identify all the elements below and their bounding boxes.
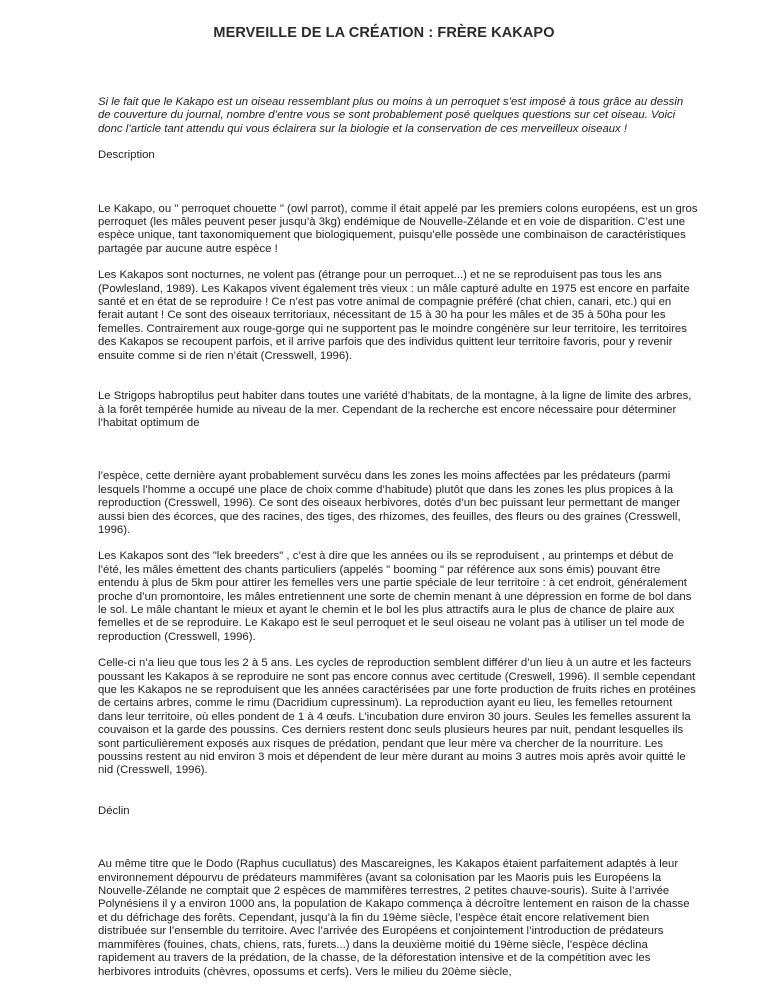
paragraph: Le Kakapo, ou " perroquet chouette " (owl parrot), comme il était appelé par les premiers colons européens, est un gros perroquet (les mâles peuvent peser jusqu’à 3kg) endémique de Nouvelle-Zélande et en voie de disparition. C’est une espèce unique, tant taxonomiquement que biologiquement, puisqu’elle possède une combinaison de caractéristiques partagée par aucune autre espèce ! <box>98 202 698 255</box>
paragraph: Les Kakapos sont nocturnes, ne volent pas (étrange pour un perroquet...) et ne se reproduisent pas tous les ans (Powlesland, 1989). Les Kakapos vivent également très vieux : un mâle capturé adulte en 1975 est encore en parfaite santé et en état de se reproduire ! Ce n’est pas votre animal de compagnie préféré (chat chien, canari, etc.) qui en ferait autant ! Ce sont des oiseaux territoriaux, nécessitant de 15 à 30 ha pour les mâles et de 35 à 50ha pour les femelles. Contrairement aux rouge-gorge qui ne supportent pas le moindre congénère sur leur territoire, les territoires des Kakapos se recoupent parfois, et il arrive parfois que des individus quittent leur territoire favoris, pour y revenir ensuite comme si de rien n’était (Cresswell, 1996). <box>98 269 690 362</box>
section-heading-decline: Déclin <box>98 804 130 817</box>
paragraph: Celle-ci n’a lieu que tous les 2 à 5 ans. Les cycles de reproduction semblent différer d’un lieu à un autre et les facteurs poussant les Kakapos à se reproduire ne sont pas encore connus avec certitude (Creswell, 1996). Il semble cependant que les Kakapos ne se reproduisent que les années caractérisées par une forte production de fruits riches en protéines de certains arbres, comme le rimu (Dacridium cupressinum). La reproduction ayant eu lieu, les femelles retournent dans leur territoire, où elles pondent de 1 à 4 œufs. L’incubation dure environ 30 jours. Seules les femelles assurent la couvaison et la garde des poussins. Ces derniers restent donc seuls plusieurs heures par nuit, pendant lesquelles ils sont particulièrement exposés aux risques de prédation, pendant que leur mère va chercher de la nourriture. Les poussins restent au nid environ 3 mois et dépendent de leur mère durant au moins 3 autres mois après avoir quitté le nid (Cresswell, 1996). <box>98 657 696 777</box>
article-body <box>98 96 698 979</box>
page-title: MERVEILLE DE LA CRÉATION : FRÈRE KAKAPO <box>213 25 555 41</box>
paragraph: l’espèce, cette dernière ayant probablement survécu dans les zones les moins affectées par les prédateurs (parmi lesquels l’homme a occupé une place de choix comme d’habitude) plutôt que dans les zones les plus propices à la reproduction (Cresswell, 1996). Ce sont des oiseaux herbivores, dotés d’un bec puissant leur permettant de manger aussi bien des écorces, que des racines, des tiges, des rhizomes, des feuilles, des fleurs ou des graines (Cresswell, 1996). <box>98 470 681 536</box>
paragraph: Le Strigops habroptilus peut habiter dans toutes une variété d’habitats, de la montagne, à la ligne de limite des arbres, à la forêt tempérée humide au niveau de la mer. Cependant de la recherche est encore nécessaire pour déterminer l’habitat optimum de <box>98 390 692 429</box>
section-heading-description: Description <box>98 149 155 162</box>
paragraph: Au même titre que le Dodo (Raphus cucullatus) des Mascareignes, les Kakapos étaient parfaitement adaptés à leur environnement dépourvu de prédateurs mammifères (avant sa colonisation par les Maoris puis les Européens la Nouvelle-Zélande ne comptait que 2 espèces de mammifères terrestres, 2 petites chauve-souris). Suite à l’arrivée Polynésiens il y a environ 1000 ans, la population de Kakapo commença à décroître lentement en raison de la chasse et du défrichage des forêts. Cependant, jusqu’à la fin du 19ème siècle, l’espèce était encore relativement bien distribuée sur l’ensemble du territoire. Avec l’arrivée des Européens et conjointement l’introduction de prédateurs mammifères (fouines, chats, chiens, rats, furets...) dans la deuxième moitié du 19ème siècle, l’espèce déclina rapidement au travers de la prédation, de la chasse, de la déforestation intensive et de la compétition avec les herbivores introduits (chèvres, opossums et cerfs). Vers le milieu du 20ème siècle, <box>98 858 690 978</box>
intro-paragraph: Si le fait que le Kakapo est un oiseau ressemblant plus ou moins à un perroquet s’est imposé à tous grâce au dessin de couverture du journal, nombre d’entre vous se sont probablement posé quelques questions sur cet oiseau. Voici donc l’article tant attendu qui vous éclairera sur la biologie et la conservation de ces merveilleux oiseaux ! <box>98 96 684 135</box>
paragraph: Les Kakapos sont des "lek breeders" , c’est à dire que les années ou ils se reproduisent , au printemps et début de l’été, les mâles émettent des chants particuliers (appelés " booming " par référence aux sons émis) pouvant être entendu à plus de 5km pour attirer les femelles vers une partie spéciale de leur territoire : à cet endroit, généralement proche d’un promontoire, les mâles entretiennent une sorte de chemin menant à une dépression en forme de bol dans le sol. Le mâle chantant le mieux et ayant le chemin et le bol les plus attractifs aura le plus de chance de plaire aux femelles et de se reproduire. Le Kakapo est le seul perroquet et le seul oiseau ne volant pas à utiliser un tel mode de reproduction (Cresswell, 1996). <box>98 550 692 643</box>
